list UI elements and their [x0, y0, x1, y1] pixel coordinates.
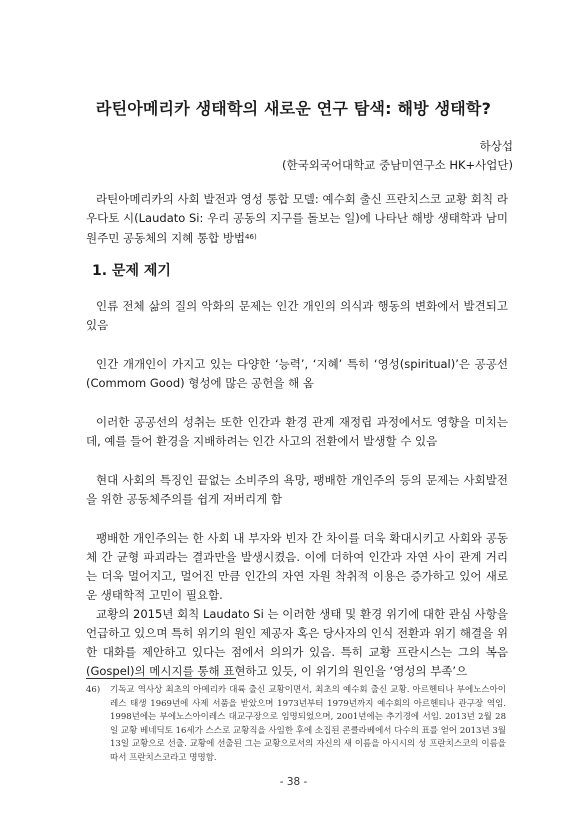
footnote-number: 46)	[86, 685, 101, 695]
paragraph: 인류 전체 삶의 질의 악화의 문제는 인간 개인의 의식과 행동의 변화에서 발견되고 있음	[86, 299, 508, 332]
author-affiliation: (한국외국어대학교 중남미연구소 HK+사업단)	[282, 158, 513, 172]
paragraph: 교황의 2015년 회칙 Laudato Si 는 이러한 생태 및 환경 위기에 대한 관심 사항을 언급하고 있으며 특히 위기의 원인 제공자 혹은 당사자의 인식 전환과 위기 해결을 위한 대화를 제안하고 있다는 점에서 의의가 있음. 특히 교황 프란시스는 그의 복음(Gospel)의 메시지를 통해 표현하고 있듯, 이 위기의 원인을 ‘영성의 부족’으	[86, 607, 508, 678]
page-number: - 38 -	[279, 776, 308, 788]
footnote-text: 기독교 역사상 최초의 아메리카 대륙 출신 교황이면서, 최초의 예수회 출신 교황. 아르헨티나 부에노스아이레스 태생 1969년에 사제 서품을 받았으며 1973년부터 1979년까지 예수회의 아르헨티나 관구장 역임. 1998년에는 부에노스아이레스 대교구장으로 임명되었으며, 2001년에는 추기경에 서임. 2013년 2월 28일 교황 베네딕토 16세가 스스로 교황직을 사임한 후에 소집된 콘클라베에서 다수의 표를 얻어 2013년 3월 13일 교황으로 선출. 교황에 선출된 그는 교황으로서의 자신의 새 이름을 아시시의 성 프란치스코의 이름을 따서 프란치스코라고 명명함.	[110, 685, 506, 763]
footnote	[86, 684, 506, 765]
footnote-divider	[86, 678, 236, 679]
intro-paragraph	[86, 190, 508, 248]
author-name: 하상섭	[479, 139, 513, 153]
paragraph: 인간 개개인이 가지고 있는 다양한 ‘능력’, ‘지혜’ 특히 ‘영성(spiritual)’은 공공선(Commom Good) 형성에 많은 공헌을 해 옴	[86, 357, 508, 390]
intro-text: 라틴아메리카의 사회 발전과 영성 통합 모델: 예수회 출신 프란치스코 교황 회칙 라우다토 시(Laudato Si: 우리 공동의 지구를 돌보는 일)에 나타난 해방 생태학과 남미 원주민 공동체의 지혜 통합 방법	[86, 192, 508, 245]
footnote-ref: 46)	[245, 233, 257, 241]
paragraph: 이러한 공공선의 성취는 또한 인간과 환경 관계 재정립 과정에서도 영향을 미치는데, 예를 들어 환경을 지배하려는 인간 사고의 전환에서 발생할 수 있음	[86, 415, 508, 448]
page-title: 라틴아메리카 생태학의 새로운 연구 탐색: 해방 생태학?	[95, 99, 492, 118]
paragraph: 현대 사회의 특징인 끝없는 소비주의 욕망, 팽배한 개인주의 등의 문제는 사회발전을 위한 공동체주의를 쉽게 저버리게 함	[86, 473, 508, 506]
section-heading: 1. 문제 제기	[92, 263, 171, 279]
paragraph: 팽배한 개인주의는 한 사회 내 부자와 빈자 간 차이를 더욱 확대시키고 사회와 공동체 간 균형 파괴라는 결과만을 발생시켰음. 이에 더하여 인간과 자연 사이 관계 거리는 더욱 멀어지고, 멀어진 만큼 인간의 자연 자원 착취적 이용은 증가하고 있어 새로운 생태학적 고민이 필요함.	[86, 531, 508, 602]
